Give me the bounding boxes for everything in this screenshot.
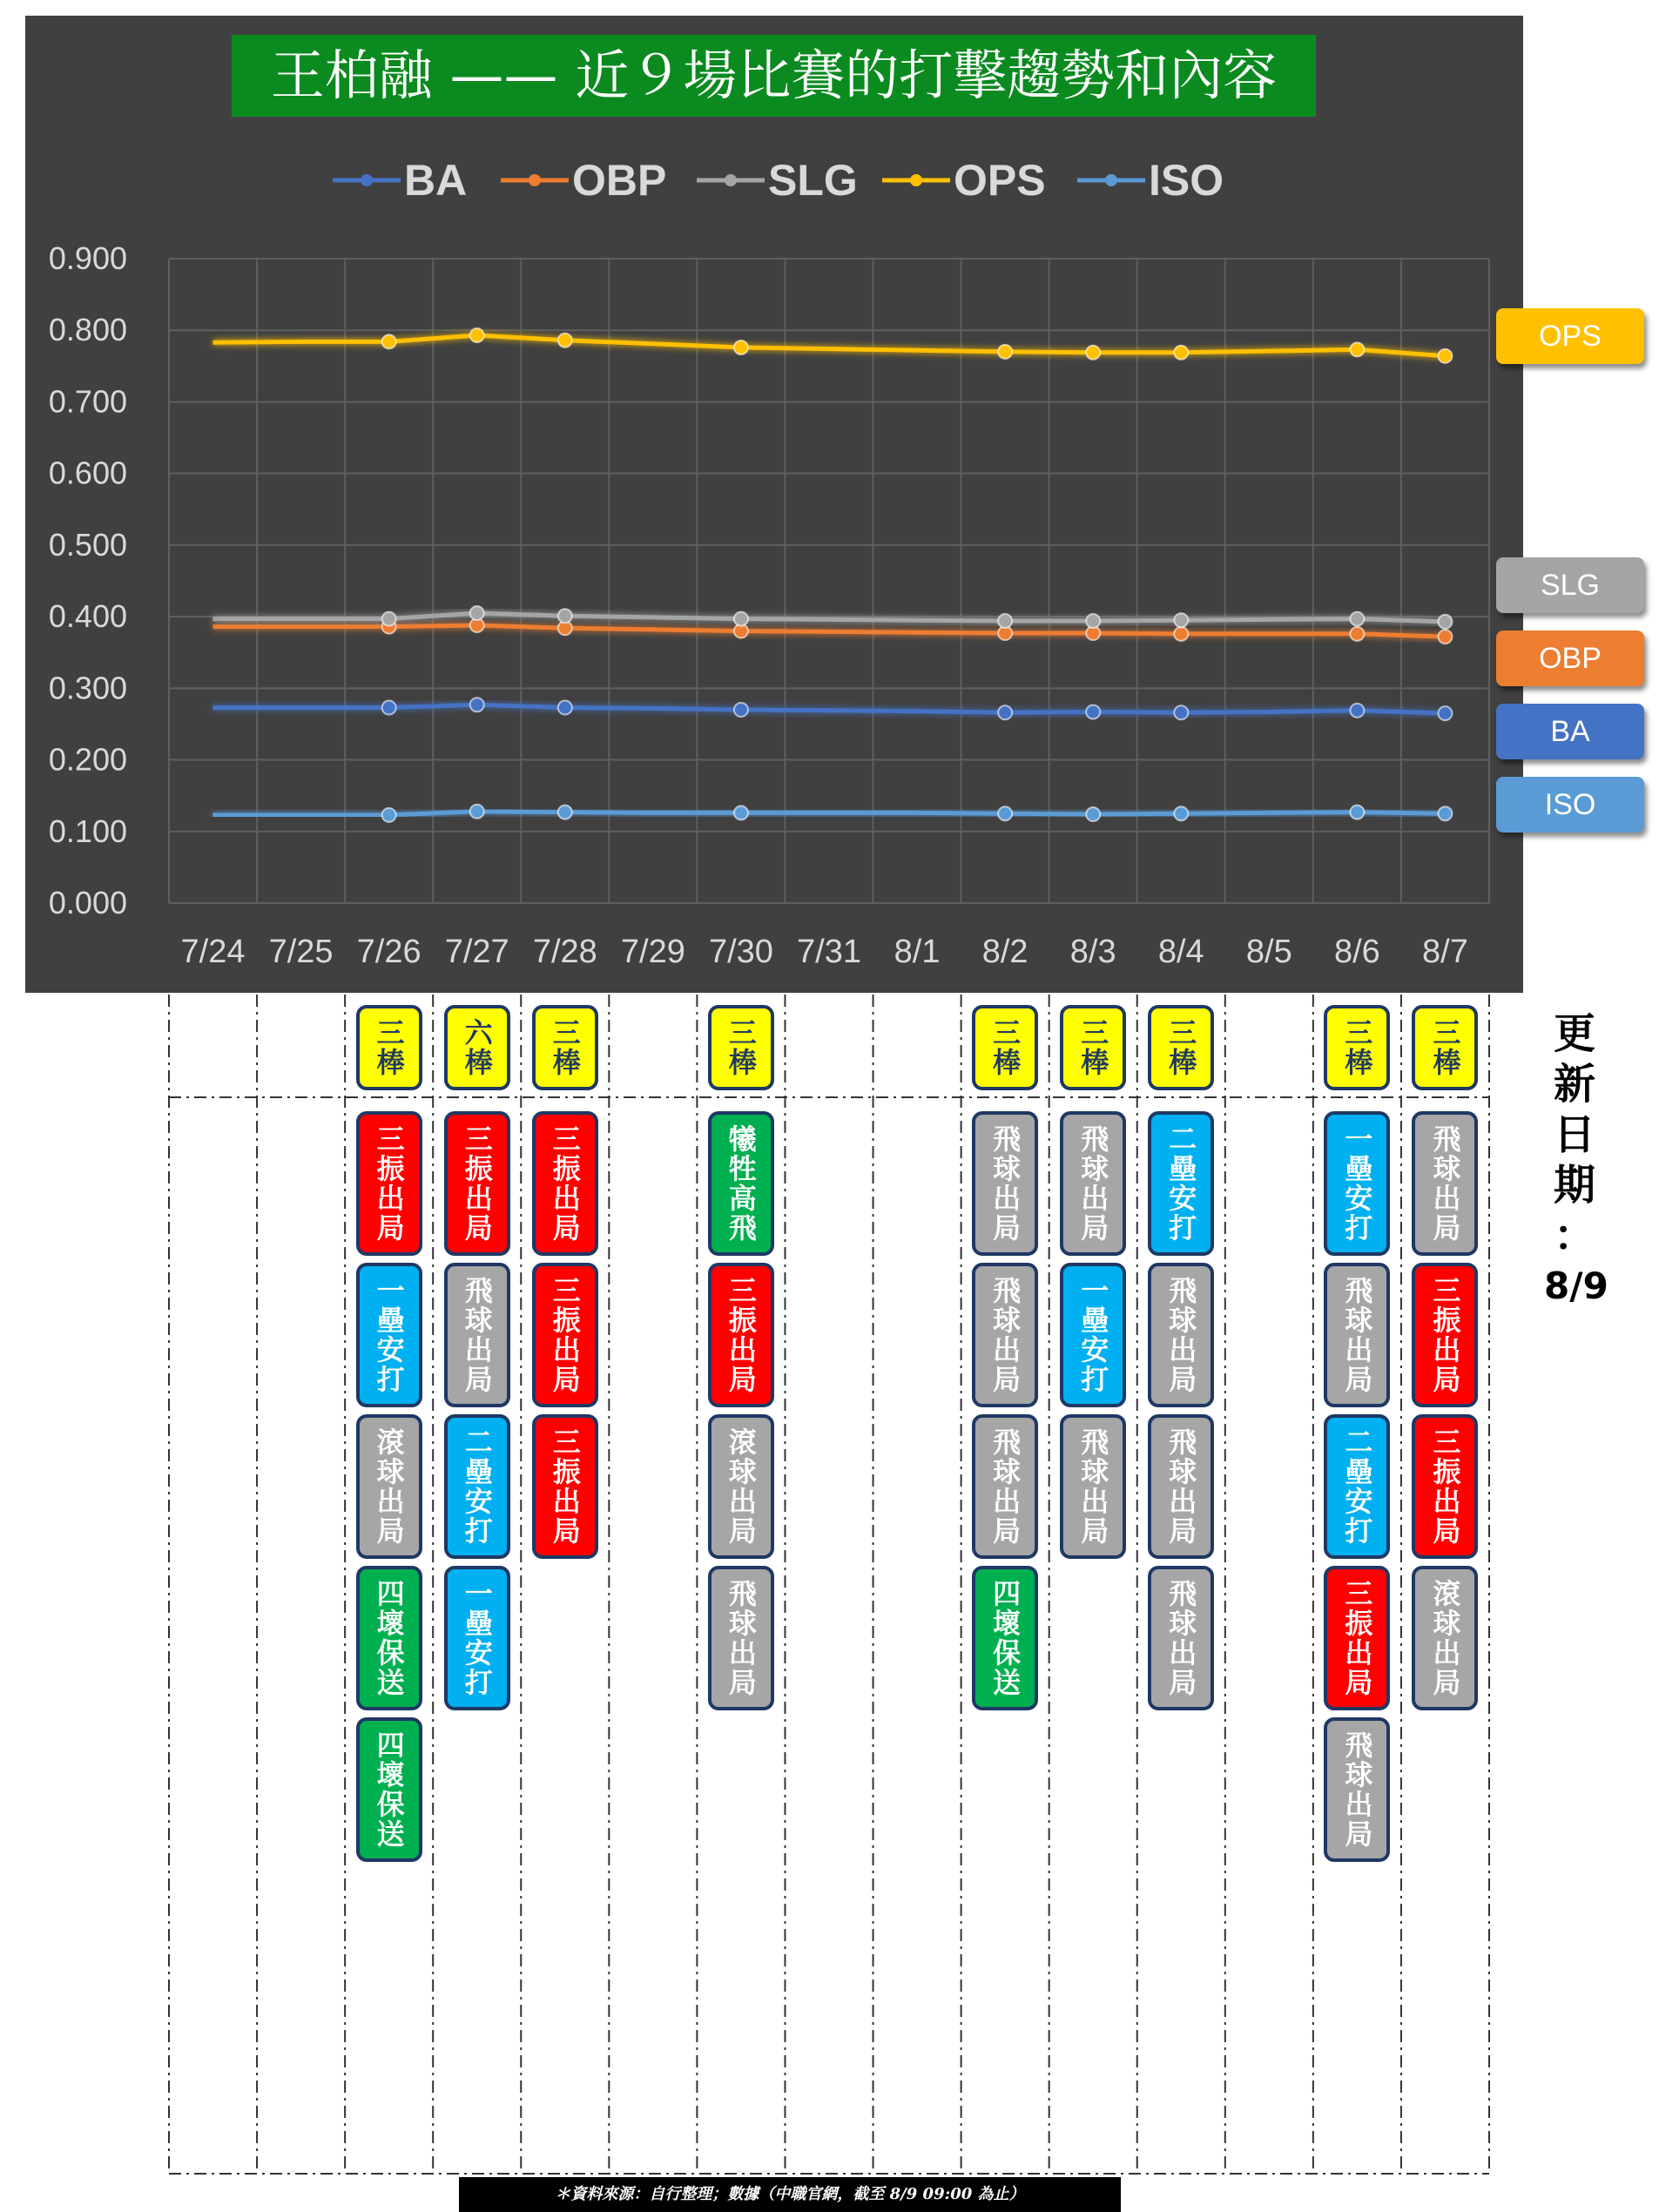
- plate-appearance-tile-text: 飛球出局: [988, 1427, 1022, 1546]
- plate-appearance-tile: [1148, 1263, 1214, 1407]
- plate-appearance-tile-text: 二壘安打: [460, 1427, 494, 1546]
- update-note-colon: ：: [1553, 1211, 1595, 1260]
- legend-label: BA: [404, 156, 468, 205]
- y-tick-label: 0.800: [48, 312, 127, 348]
- x-tick-label: 7/28: [532, 934, 597, 970]
- plate-appearance-tile: [1324, 1566, 1390, 1710]
- legend-label: OPS: [954, 156, 1046, 205]
- plate-appearance-tile-text: 三振出局: [1340, 1579, 1374, 1697]
- plate-appearance-tile: [356, 1566, 422, 1710]
- x-tick-label: 8/1: [894, 934, 941, 970]
- x-tick-label: 7/26: [356, 934, 421, 970]
- plate-appearance-tile-text: 飛球出局: [460, 1276, 494, 1394]
- batting-order-tile: [1060, 1005, 1126, 1090]
- batting-order-tile-text: 三棒: [724, 1018, 758, 1077]
- batting-order-tile-text: 三棒: [372, 1018, 406, 1077]
- update-date-note: [1544, 1008, 1608, 1312]
- plate-appearance-tile-text: 四壞保送: [988, 1579, 1022, 1697]
- series-end-label-ba: BA: [1496, 704, 1644, 759]
- plate-appearance-tile: [356, 1111, 422, 1256]
- plate-appearance-tile-text: 飛球出局: [1340, 1730, 1374, 1849]
- x-tick-label: 8/5: [1245, 934, 1292, 970]
- plate-appearance-tile: [1060, 1414, 1126, 1559]
- chart-title: 王柏融 —— 近９場比賽的打擊趨勢和內容: [232, 35, 1316, 117]
- update-note-char: 新: [1553, 1060, 1595, 1109]
- batting-order-tile: [444, 1005, 510, 1090]
- plate-appearance-tile-text: 飛球出局: [1076, 1124, 1110, 1243]
- plate-appearance-tile-text: 二壘安打: [1340, 1427, 1374, 1546]
- plate-appearance-tile-text: 飛球出局: [1076, 1427, 1110, 1546]
- plate-appearance-tile: [1148, 1111, 1214, 1256]
- plate-appearance-tile-text: 飛球出局: [724, 1579, 758, 1697]
- x-tick-label: 8/6: [1333, 934, 1380, 970]
- batting-order-tile-text: 三棒: [548, 1018, 582, 1077]
- plate-appearance-tile: [1060, 1111, 1126, 1256]
- plate-appearance-tile: [532, 1111, 598, 1256]
- x-tick-label: 8/7: [1422, 934, 1468, 970]
- plate-appearance-tile-text: 三振出局: [1428, 1276, 1462, 1394]
- y-tick-label: 0.700: [48, 383, 127, 420]
- plate-appearance-tile: [708, 1566, 774, 1710]
- x-tick-label: 8/2: [981, 934, 1028, 970]
- y-tick-label: 0.600: [48, 455, 127, 491]
- plate-appearance-tile: [1412, 1263, 1478, 1407]
- batting-order-tile: [1324, 1005, 1390, 1090]
- plate-appearance-tile: [1324, 1717, 1390, 1862]
- series-end-label-obp: OBP: [1496, 631, 1644, 686]
- x-tick-label: 7/30: [708, 934, 773, 970]
- plate-appearance-tile: [444, 1566, 510, 1710]
- y-tick-label: 0.000: [48, 885, 127, 921]
- x-tick-label: 8/3: [1069, 934, 1116, 970]
- plate-appearance-tile-text: 滾球出局: [1428, 1579, 1462, 1697]
- plate-appearance-tile-text: 四壞保送: [372, 1579, 406, 1697]
- plate-appearance-tile-text: 滾球出局: [372, 1427, 406, 1546]
- plate-appearance-tile-text: 一壘安打: [1076, 1276, 1110, 1394]
- plate-appearance-tile-text: 三振出局: [548, 1427, 582, 1546]
- plate-appearance-tile: [356, 1263, 422, 1407]
- plate-appearance-tile: [444, 1263, 510, 1407]
- plate-appearance-tile-text: 一壘安打: [1340, 1124, 1374, 1243]
- plate-appearance-tile: [356, 1414, 422, 1559]
- plate-appearance-tile: [444, 1414, 510, 1559]
- x-tick-label: 8/4: [1157, 934, 1204, 970]
- plate-appearance-tile: [1324, 1111, 1390, 1256]
- legend-label: OBP: [572, 156, 667, 205]
- plate-appearance-tile: [356, 1717, 422, 1862]
- plate-appearance-tile-text: 二壘安打: [1164, 1124, 1198, 1243]
- plate-appearance-tile: [708, 1111, 774, 1256]
- series-end-label-iso: ISO: [1496, 777, 1644, 833]
- x-tick-label: 7/29: [620, 934, 685, 970]
- batting-order-tile: [1148, 1005, 1214, 1090]
- plate-appearance-tile-text: 一壘安打: [460, 1579, 494, 1697]
- legend-label: SLG: [768, 156, 858, 205]
- plate-appearance-tile-text: 飛球出局: [1340, 1276, 1374, 1394]
- x-tick-label: 7/27: [444, 934, 509, 970]
- plate-appearance-tile: [708, 1263, 774, 1407]
- plate-appearance-tile: [1060, 1263, 1126, 1407]
- y-tick-label: 0.300: [48, 670, 127, 706]
- plate-appearance-tile-text: 犧牲高飛: [724, 1124, 758, 1243]
- plate-appearance-tile-text: 三振出局: [548, 1124, 582, 1243]
- plate-appearance-tile: [1412, 1111, 1478, 1256]
- update-note-char: 更: [1553, 1009, 1595, 1058]
- plate-appearance-tile-text: 一壘安打: [372, 1276, 406, 1394]
- batting-order-tile-text: 六棒: [460, 1018, 494, 1077]
- series-end-label-slg: SLG: [1496, 557, 1644, 613]
- x-tick-label: 7/31: [797, 934, 861, 970]
- plate-appearance-tile: [444, 1111, 510, 1256]
- source-note: ＊資料來源：自行整理；數據（中職官網，截至 8/9 09:00 為止）: [459, 2177, 1121, 2212]
- update-note-date: 8/9: [1544, 1264, 1608, 1307]
- y-tick-label: 0.200: [48, 741, 127, 778]
- batting-order-tile: [532, 1005, 598, 1090]
- plate-appearance-tile-text: 飛球出局: [1164, 1427, 1198, 1546]
- plate-appearance-tile: [1324, 1414, 1390, 1559]
- plate-appearance-tile-text: 飛球出局: [1428, 1124, 1462, 1243]
- plate-appearance-tile-text: 三振出局: [372, 1124, 406, 1243]
- plate-appearance-tile: [972, 1263, 1038, 1407]
- batting-order-tile: [356, 1005, 422, 1090]
- series-end-label-ops: OPS: [1496, 308, 1644, 364]
- plate-appearance-tile: [972, 1566, 1038, 1710]
- x-tick-label: 7/25: [268, 934, 334, 970]
- batting-order-tile-text: 三棒: [1428, 1018, 1462, 1077]
- batting-order-tile-text: 三棒: [988, 1018, 1022, 1077]
- plate-appearance-tile-text: 三振出局: [1428, 1427, 1462, 1546]
- update-note-char: 期: [1553, 1161, 1595, 1210]
- plate-appearance-tile-text: 飛球出局: [1164, 1276, 1198, 1394]
- plate-appearance-tile: [532, 1414, 598, 1559]
- plate-appearance-tile: [972, 1111, 1038, 1256]
- plate-appearance-tile-text: 滾球出局: [724, 1427, 758, 1546]
- plate-appearance-tile-text: 三振出局: [724, 1276, 758, 1394]
- plate-appearance-tile: [1412, 1566, 1478, 1710]
- y-tick-label: 0.500: [48, 526, 127, 563]
- legend-label: ISO: [1149, 156, 1224, 205]
- plate-appearance-tile-text: 飛球出局: [988, 1124, 1022, 1243]
- batting-order-tile-text: 三棒: [1076, 1018, 1110, 1077]
- plate-appearance-tile-text: 飛球出局: [1164, 1579, 1198, 1697]
- plate-appearance-tile: [1148, 1566, 1214, 1710]
- y-tick-label: 0.400: [48, 598, 127, 635]
- plate-appearance-tile: [1412, 1414, 1478, 1559]
- batting-order-tile: [1412, 1005, 1478, 1090]
- batting-order-tile-text: 三棒: [1164, 1018, 1198, 1077]
- x-tick-label: 7/24: [180, 934, 246, 970]
- plate-appearance-tile: [1148, 1414, 1214, 1559]
- plate-appearance-tile-text: 四壞保送: [372, 1730, 406, 1849]
- plate-appearance-tile: [532, 1263, 598, 1407]
- plate-appearance-tile-text: 三振出局: [460, 1124, 494, 1243]
- plate-appearance-tile: [1324, 1263, 1390, 1407]
- plate-appearance-tile: [972, 1414, 1038, 1559]
- plate-appearance-tile-text: 三振出局: [548, 1276, 582, 1394]
- y-tick-label: 0.900: [48, 240, 127, 276]
- plate-appearance-tile-text: 飛球出局: [988, 1276, 1022, 1394]
- batting-order-tile: [972, 1005, 1038, 1090]
- plate-appearance-tile: [708, 1414, 774, 1559]
- y-tick-label: 0.100: [48, 813, 127, 849]
- batting-order-tile-text: 三棒: [1340, 1018, 1374, 1077]
- update-note-char: 日: [1553, 1110, 1595, 1159]
- batting-order-tile: [708, 1005, 774, 1090]
